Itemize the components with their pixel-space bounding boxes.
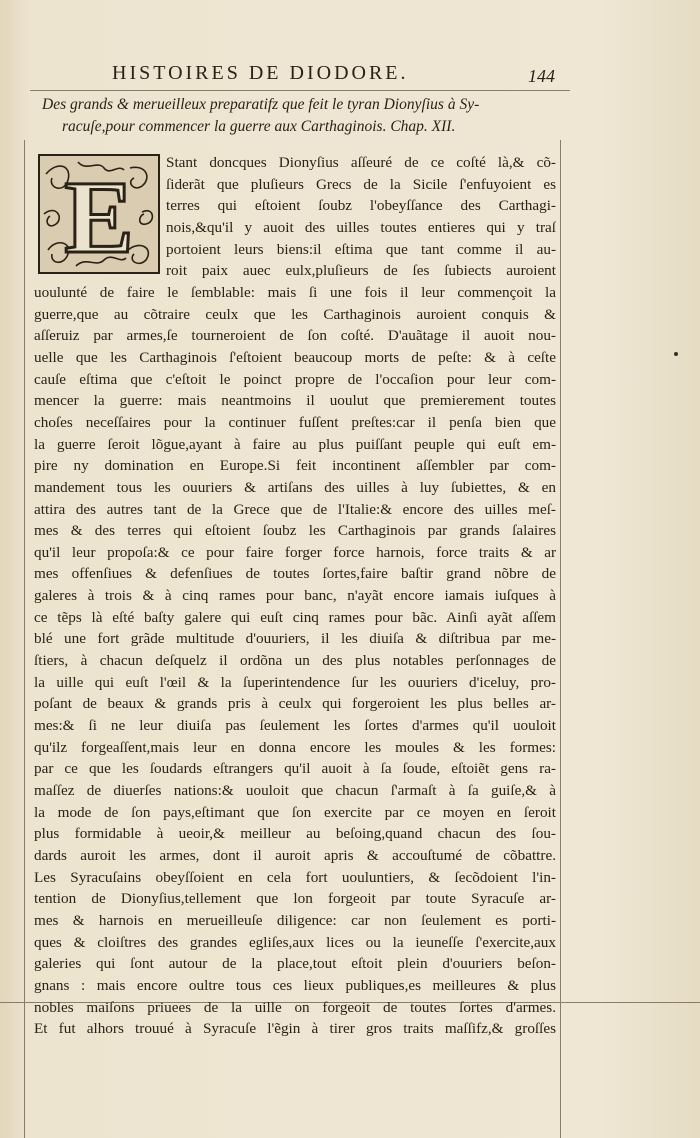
text-line: gnans : mais encore oultre tous ces lieux publiques,es meilleures & plus [34,976,556,994]
running-title: HISTOIRES DE DIODORE. [112,62,409,84]
text-line: portoient leurs biens:il eſtima que tant comme il au- [166,240,556,258]
text-line: qu'il leur propoſa:& ce pour faire forger force harnois, force traits & ar [34,543,556,561]
header-rule [30,90,570,91]
text-line: blé une fort grãde multitude d'ouuriers, il les diuiſa & diſtribua par me- [34,630,556,648]
text-line: guerre,que au cõtraire ceulx que les Carthaginois auroient conquis & [34,305,556,323]
body-text [34,152,556,1040]
text-line: dards auroit les armes, dont il auroit apris & accouſtumé de cõbattre. [34,847,556,864]
text-line: mencer la guerre: mais neantmoins il uoulut que premierement toutes [34,392,556,410]
right-margin-rule [560,140,561,1138]
chapter-heading [40,94,560,138]
text-line: ſtiers, à chacun deſquelz il ordõna un des plus notables perſonnages de [34,652,556,670]
text-line: mes & harnois en merueilleuſe diligence: car non ſeulement es porti- [34,911,556,929]
text-line: nois,&qu'il y auoit des uilles toutes entieres qui y traſ [166,218,556,236]
text-line: qu'ilz forgeaſſent,mais leur en donna encore les moules & les formes: [34,738,556,756]
text-line: galeres à trois & à cinq rames pour banc, n'ayãt encore iamais iuſques à [34,587,556,605]
text-line: mes & des terres qui eſtoient ſoubz les Carthaginois par grands ſalaires [34,522,556,540]
margin-speck [674,352,678,356]
text-line: la uille qui euſt l'œil & la ſuperintendence ſur les ouuriers d'iceluy, pro- [34,673,556,691]
text-line: terres qui eſtoient ſoubz l'obeyſſance des Carthagi- [166,197,556,215]
text-line: par ce que les ſoudards eſtrangers qu'il auoit à ſa ſoude, eſtoiẽt gens ra- [34,760,556,778]
page-number: 144 [528,66,555,86]
text-line: ſiderãt que pluſieurs Grecs de la Sicile ſ'enfuyoient es [166,175,556,193]
chapter-heading-line-1: Des grands & merueilleux preparatifz que feit le tyran Dionyſius à Sy- [42,96,480,113]
chapter-heading-line-2: racuſe,pour commencer la guerre aux Carthaginois. Chap. XII. [62,118,456,135]
text-line: la guerre ſeroit lõgue,ayant à faire au plus puiſſant peuple qui euſt em- [34,435,556,453]
text-line: Stant doncques Dionyſius aſſeuré de ce coſté là,& cõ- [166,154,556,171]
text-line: uelle que les Carthaginois ſ'eſtoient beaucoup morts de peſte: & à ceſte [34,348,556,366]
text-line: la mode de ſon pays,eſtimant que ſon exercite par ce moyen en ſeroit [34,803,556,821]
text-line: galeries qui ſont autour de la place,tout eſtoit plein d'ouuriers beſon- [34,955,556,973]
text-line: mandement tous les ouuriers & artiſans des uilles à luy ſubiettes, & en [34,478,556,496]
text-line: cauſe eſtima que c'eſtoit le poinct propre de l'occaſion pour leur com- [34,370,556,388]
text-line: Les Syracuſains obeyſſoient en cela fort uouluntiers, & ſecõdoient l'in- [34,868,556,886]
text-line: poſant de beaux & grands pris à ceulx qui forgeroient les plus belles ar- [34,695,556,713]
text-line: maſſez de diuerſes nations:& uouloit que chacun ſ'armaſt à ſa guiſe,& à [34,782,556,800]
text-line: mes offenſiues & defenſiues de toutes ſortes,faire baſtir grand nõbre de [34,565,556,583]
text-line: uoulunté de faire le ſemblable: mais ſi une fois il leur commençoit la [34,283,556,301]
text-line: plus formidable à ueoir,& meilleur au beſoing,quand chacun des ſou- [34,825,556,843]
text-line: nobles maiſons priuees de la uille on forgeoit de toutes ſortes d'armes. [34,998,556,1016]
text-line: Et fut alhors trouué à Syracuſe l'ẽgin à tirer gros traits maſſifz,& groſſes [34,1020,556,1038]
initial-letter: E [64,160,134,274]
text-line: ques & cloiſtres des grandes egliſes,aux lices ou la ieuneſſe ſ'exercite,aux [34,933,556,951]
text-line: tention de Dionyſius,tellement que lon forgeoit par toute Syracuſe ar- [34,890,556,908]
text-line: choſes neceſſaires pour la continuer fuſſent preſtes:car il penſa bien que [34,413,556,431]
text-line: mes:& ſi ne leur diuiſa pas ſeulement les ſortes d'armes qu'il uouloit [34,717,556,735]
text-line: pire ny domination en Europe.Si feit incontinent aſſembler par com- [34,457,556,475]
text-line: ce tẽps là eſté baſty galere qui euſt cinq rames pour bãc. Ainſi ayãt aſſem [34,608,556,626]
text-line: attira des autres tant de la Grece que de l'Italie:& encore des uilles meſ- [34,500,556,518]
text-line: aſſeruiz par armes,ſe tourneroient de ſon coſté. D'auãtage il auoit nou- [34,327,556,345]
text-line: roit paix auec eulx,pluſieurs de ſes ſubiects auroient [166,262,556,280]
left-margin-rule [24,140,25,1138]
